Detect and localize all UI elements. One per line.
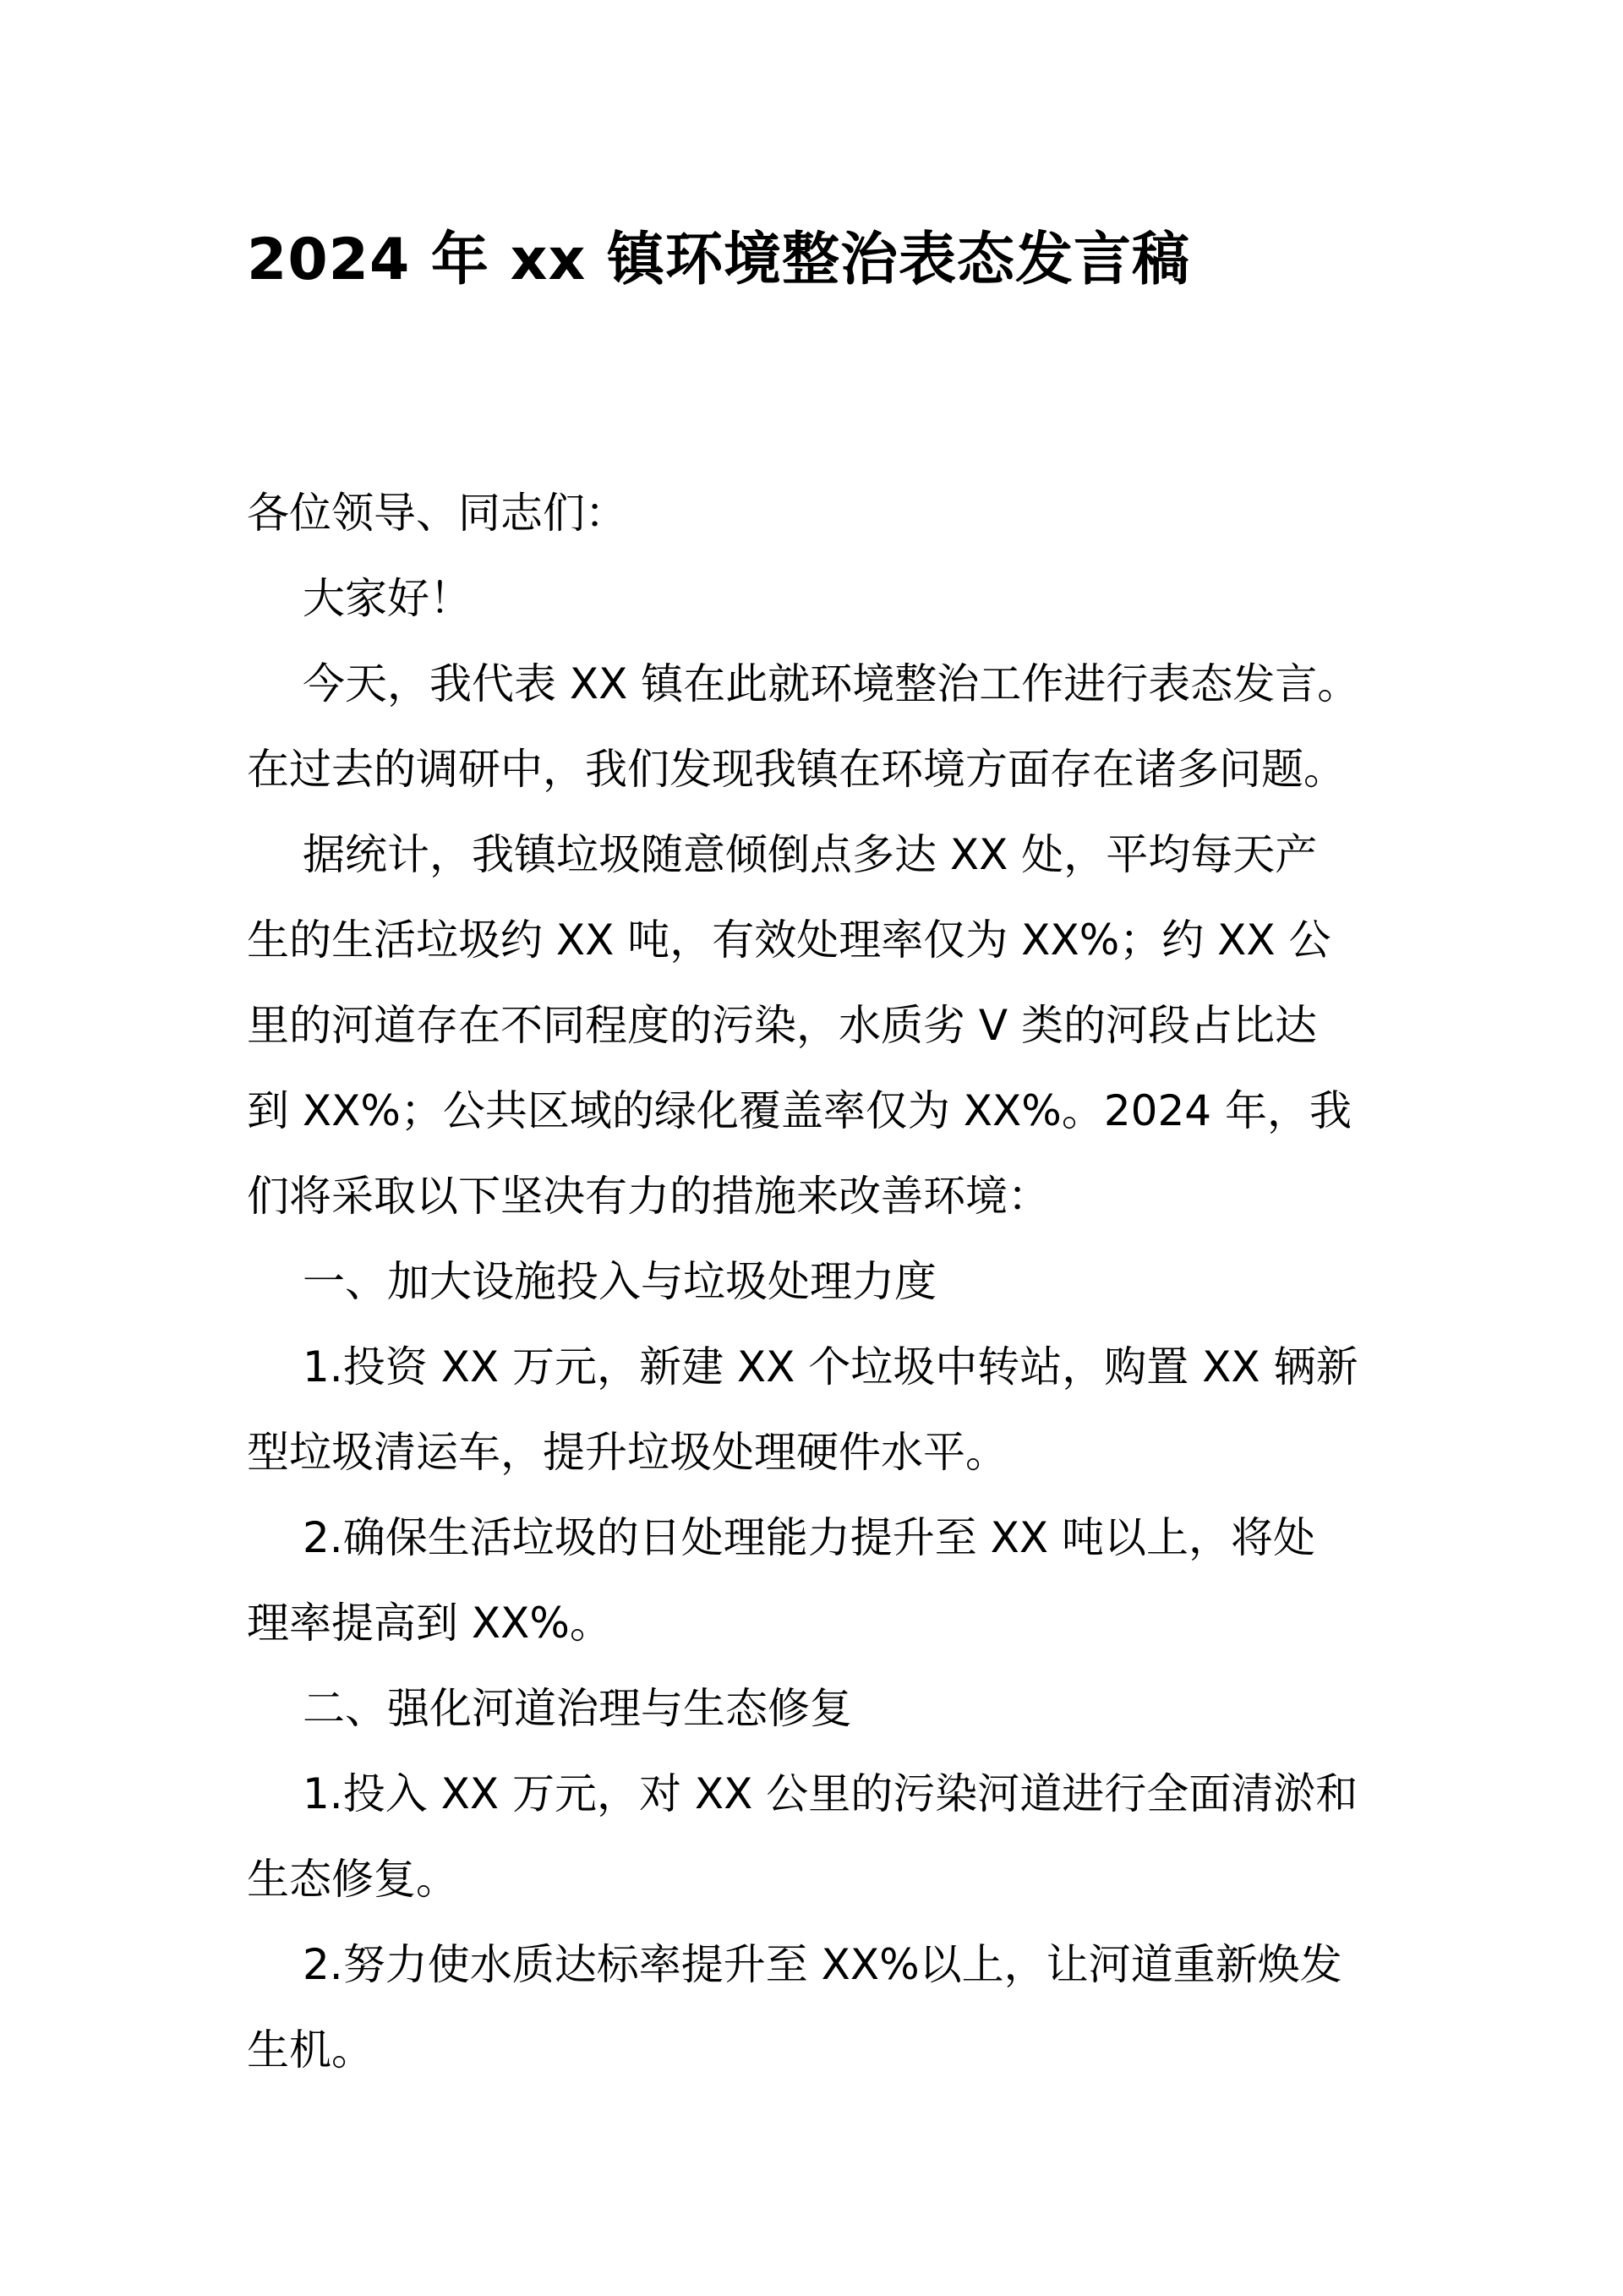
paragraph-line: 生的生活垃圾约 XX 吨，有效处理率仅为 XX%；约 XX 公 — [247, 916, 1331, 965]
paragraph-line: 到 XX%；公共区域的绿化覆盖率仅为 XX%。2024 年，我 — [247, 1086, 1352, 1135]
paragraph-line: 里的河道存在不同程度的污染，水质劣 V 类的河段占比达 — [247, 1001, 1317, 1050]
paragraph-line: 2.努力使水质达标率提升至 XX%以上，让河道重新焕发 — [303, 1940, 1342, 1989]
document-title: 2024 年 xx 镇环境整治表态发言稿 — [247, 227, 1191, 293]
paragraph-line: 生机。 — [247, 2025, 374, 2075]
paragraph-line: 大家好！ — [303, 574, 472, 623]
paragraph-line: 理率提高到 XX%。 — [247, 1599, 612, 1648]
paragraph-line: 1.投资 XX 万元，新建 XX 个垃圾中转站，购置 XX 辆新 — [303, 1342, 1358, 1391]
paragraph-line: 二、强化河道治理与生态修复 — [303, 1684, 852, 1733]
document-body — [247, 471, 1388, 2093]
paragraph-line: 生态修复。 — [247, 1855, 458, 1904]
paragraph-line: 2.确保生活垃圾的日处理能力提升至 XX 吨以上，将处 — [303, 1513, 1315, 1562]
paragraph-line: 各位领导、同志们： — [247, 489, 627, 538]
paragraph-line: 据统计，我镇垃圾随意倾倒点多达 XX 处，平均每天产 — [303, 830, 1318, 879]
paragraph-line: 在过去的调研中，我们发现我镇在环境方面存在诸多问题。 — [247, 745, 1346, 794]
paragraph-line: 型垃圾清运车，提升垃圾处理硬件水平。 — [247, 1428, 1008, 1477]
paragraph-line: 今天，我代表 XX 镇在此就环境整治工作进行表态发言。 — [303, 659, 1360, 708]
paragraph-line: 一、加大设施投入与垃圾处理力度 — [303, 1257, 937, 1306]
paragraph-line: 们将采取以下坚决有力的措施来改善环境： — [247, 1172, 1050, 1221]
paragraph-line: 1.投入 XX 万元，对 XX 公里的污染河道进行全面清淤和 — [303, 1769, 1358, 1818]
